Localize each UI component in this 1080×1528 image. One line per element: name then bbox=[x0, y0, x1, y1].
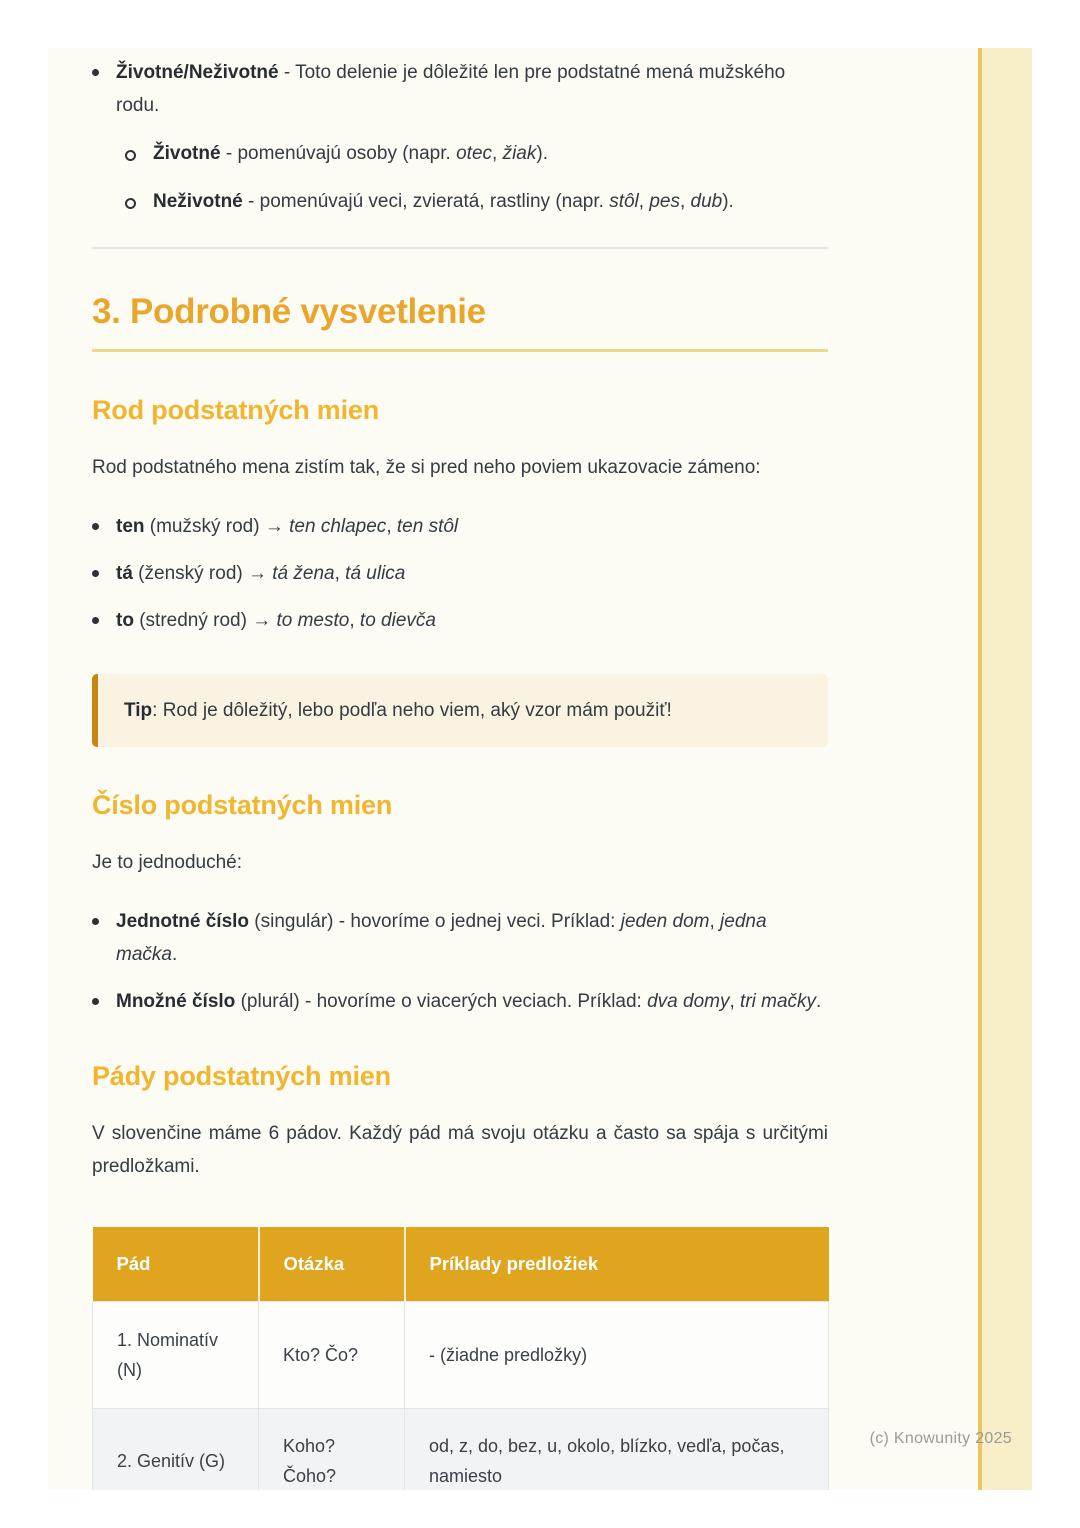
list-item bbox=[92, 510, 828, 543]
paragraph-rod: Rod podstatného mena zistím tak, že si pred neho poviem ukazovacie zámeno: bbox=[92, 457, 761, 478]
cell-otazka: Kto? Čo? bbox=[259, 1302, 405, 1409]
animate-inanimate-list bbox=[92, 48, 828, 218]
list-item-text: Množné číslo (plurál) - hovoríme o viacerých veciach. Príklad: dva domy, tri mačky. bbox=[116, 991, 822, 1012]
bullet-icon bbox=[92, 998, 99, 1005]
circle-bullet-icon bbox=[125, 198, 136, 209]
page-edge-decoration bbox=[978, 48, 1032, 1490]
list-item bbox=[92, 56, 828, 122]
column-header-otazka: Otázka bbox=[259, 1227, 405, 1302]
cell-pad: 2. Genitív (G) bbox=[93, 1409, 259, 1491]
bullet-icon bbox=[92, 69, 99, 76]
cases-table bbox=[92, 1227, 829, 1490]
list-item-text: Jednotné číslo (singulár) - hovoríme o jednej veci. Príklad: jeden dom, jedna mačka. bbox=[116, 911, 767, 965]
cell-predlozky: - (žiadne predložky) bbox=[405, 1302, 829, 1409]
list-item-text: ten (mužský rod) → ten chlapec, ten stôl bbox=[116, 516, 459, 537]
list-item-text: Životné/Neživotné - Toto delenie je dôležité len pre podstatné mená mužského rodu. bbox=[116, 62, 786, 116]
tip-text: Tip: Rod je dôležitý, lebo podľa neho viem, aký vzor mám použiť! bbox=[124, 700, 672, 721]
heading-rod: Rod podstatných mien bbox=[92, 395, 380, 425]
section-divider bbox=[92, 247, 828, 249]
tip-callout bbox=[92, 674, 828, 747]
list-item bbox=[92, 557, 828, 590]
list-item-text: tá (ženský rod) → tá žena, tá ulica bbox=[116, 563, 406, 584]
column-header-pad: Pád bbox=[93, 1227, 259, 1302]
list-item bbox=[125, 137, 828, 170]
bullet-icon bbox=[92, 617, 99, 624]
table-header-row bbox=[93, 1227, 829, 1302]
bullet-icon bbox=[92, 570, 99, 577]
circle-bullet-icon bbox=[125, 150, 136, 161]
list-item bbox=[92, 905, 828, 971]
list-item-text: to (stredný rod) → to mesto, to dievča bbox=[116, 610, 436, 631]
bullet-icon bbox=[92, 523, 99, 530]
cell-predlozky: od, z, do, bez, u, okolo, blízko, vedľa, počas, namiesto bbox=[405, 1409, 829, 1491]
copyright-note: (c) Knowunity 2025 bbox=[869, 1430, 1012, 1447]
column-header-predlozky: Príklady predložiek bbox=[405, 1227, 829, 1302]
list-item-text: Neživotné - pomenúvajú veci, zvieratá, rastliny (napr. stôl, pes, dub). bbox=[153, 191, 734, 212]
list-item-text: Životné - pomenúvajú osoby (napr. otec, žiak). bbox=[153, 143, 548, 164]
rod-list bbox=[92, 510, 828, 637]
table-row bbox=[93, 1302, 829, 1409]
list-item bbox=[125, 185, 828, 218]
bullet-icon bbox=[92, 918, 99, 925]
list-item bbox=[92, 604, 828, 637]
cell-pad: 1. Nominatív (N) bbox=[93, 1302, 259, 1409]
list-item bbox=[92, 985, 828, 1018]
cell-otazka: Koho? Čoho? bbox=[259, 1409, 405, 1491]
cislo-list bbox=[92, 905, 828, 1018]
chapter-heading: 3. Podrobné vysvetlenie bbox=[92, 292, 828, 352]
paragraph-cislo: Je to jednoduché: bbox=[92, 852, 243, 873]
page-content bbox=[92, 48, 828, 1490]
document-page bbox=[48, 48, 1032, 1490]
heading-pady: Pády podstatných mien bbox=[92, 1061, 391, 1091]
table-row bbox=[93, 1409, 829, 1491]
heading-cislo: Číslo podstatných mien bbox=[92, 790, 393, 820]
paragraph-pady: V slovenčine máme 6 pádov. Každý pád má svoju otázku a často sa spája s určitými predložkami. bbox=[92, 1123, 828, 1177]
